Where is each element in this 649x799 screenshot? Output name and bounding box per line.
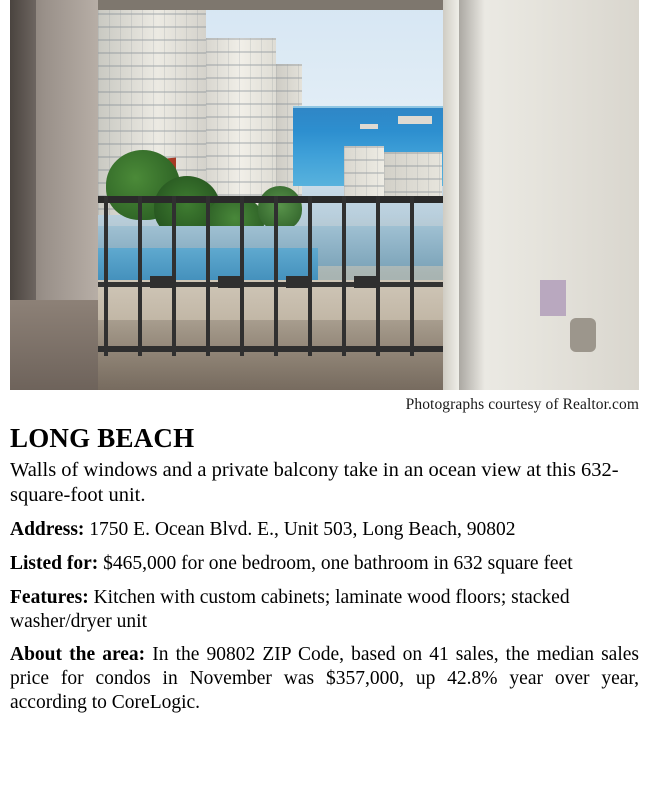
- left-wall: [10, 0, 98, 390]
- field-address-label: Address:: [10, 519, 90, 541]
- railing-plate: [354, 276, 380, 288]
- photo-canvas: [10, 0, 639, 390]
- railing-plate: [150, 276, 176, 288]
- railing-baluster: [104, 196, 108, 356]
- railing-baluster: [274, 196, 278, 356]
- field-features-label: Features:: [10, 586, 94, 608]
- listing-photo: [10, 0, 639, 390]
- ceiling-edge: [98, 0, 443, 10]
- field-about-the-area: [10, 643, 639, 714]
- balcony-railing: [98, 196, 443, 390]
- window-grid: [384, 152, 442, 200]
- photo-credit: Photographs courtesy of Realtor.com: [405, 396, 639, 413]
- field-features: [10, 586, 639, 634]
- railing-baluster: [138, 196, 142, 356]
- page-title: LONG BEACH: [10, 423, 195, 453]
- ship-icon: [398, 116, 432, 124]
- railing-plate: [218, 276, 244, 288]
- railing-plate: [286, 276, 312, 288]
- field-listed-for: [10, 552, 639, 576]
- field-listed-for-label: Listed for:: [10, 553, 104, 575]
- field-listed-for-value: $465,000 for one bedroom, one bathroom in 632 square feet: [103, 553, 573, 575]
- field-about-the-area-value: In the 90802 ZIP Code, based on 41 sales, the median sales price for condos in November was $357,000, up 42.8% year over year, according to CoreLogic.: [10, 644, 639, 714]
- ship-icon: [360, 124, 378, 129]
- left-floor: [10, 300, 98, 390]
- field-address-value: 1750 E. Ocean Blvd. E., Unit 503, Long Beach, 90802: [89, 519, 516, 541]
- building-low-b: [384, 152, 442, 200]
- wall-fixture: [570, 318, 596, 352]
- railing-baluster: [342, 196, 346, 356]
- field-features-value: Kitchen with custom cabinets; laminate wood floors; stacked washer/dryer unit: [10, 586, 570, 632]
- window-grid: [344, 146, 384, 202]
- wall-patch: [540, 280, 566, 316]
- article-deck: Walls of windows and a private balcony take in an ocean view at this 632-square-foot unit.: [10, 459, 619, 507]
- wall-shadow: [459, 0, 485, 390]
- railing-baluster: [206, 196, 210, 356]
- field-about-the-area-label: About the area:: [10, 644, 153, 666]
- railing-baluster: [410, 196, 414, 356]
- window-jamb: [443, 0, 459, 390]
- railing-bottom-bar: [98, 346, 443, 352]
- building-low-a: [344, 146, 384, 202]
- field-address: [10, 518, 639, 542]
- railing-top-bar: [98, 196, 443, 203]
- article-body: [10, 414, 639, 715]
